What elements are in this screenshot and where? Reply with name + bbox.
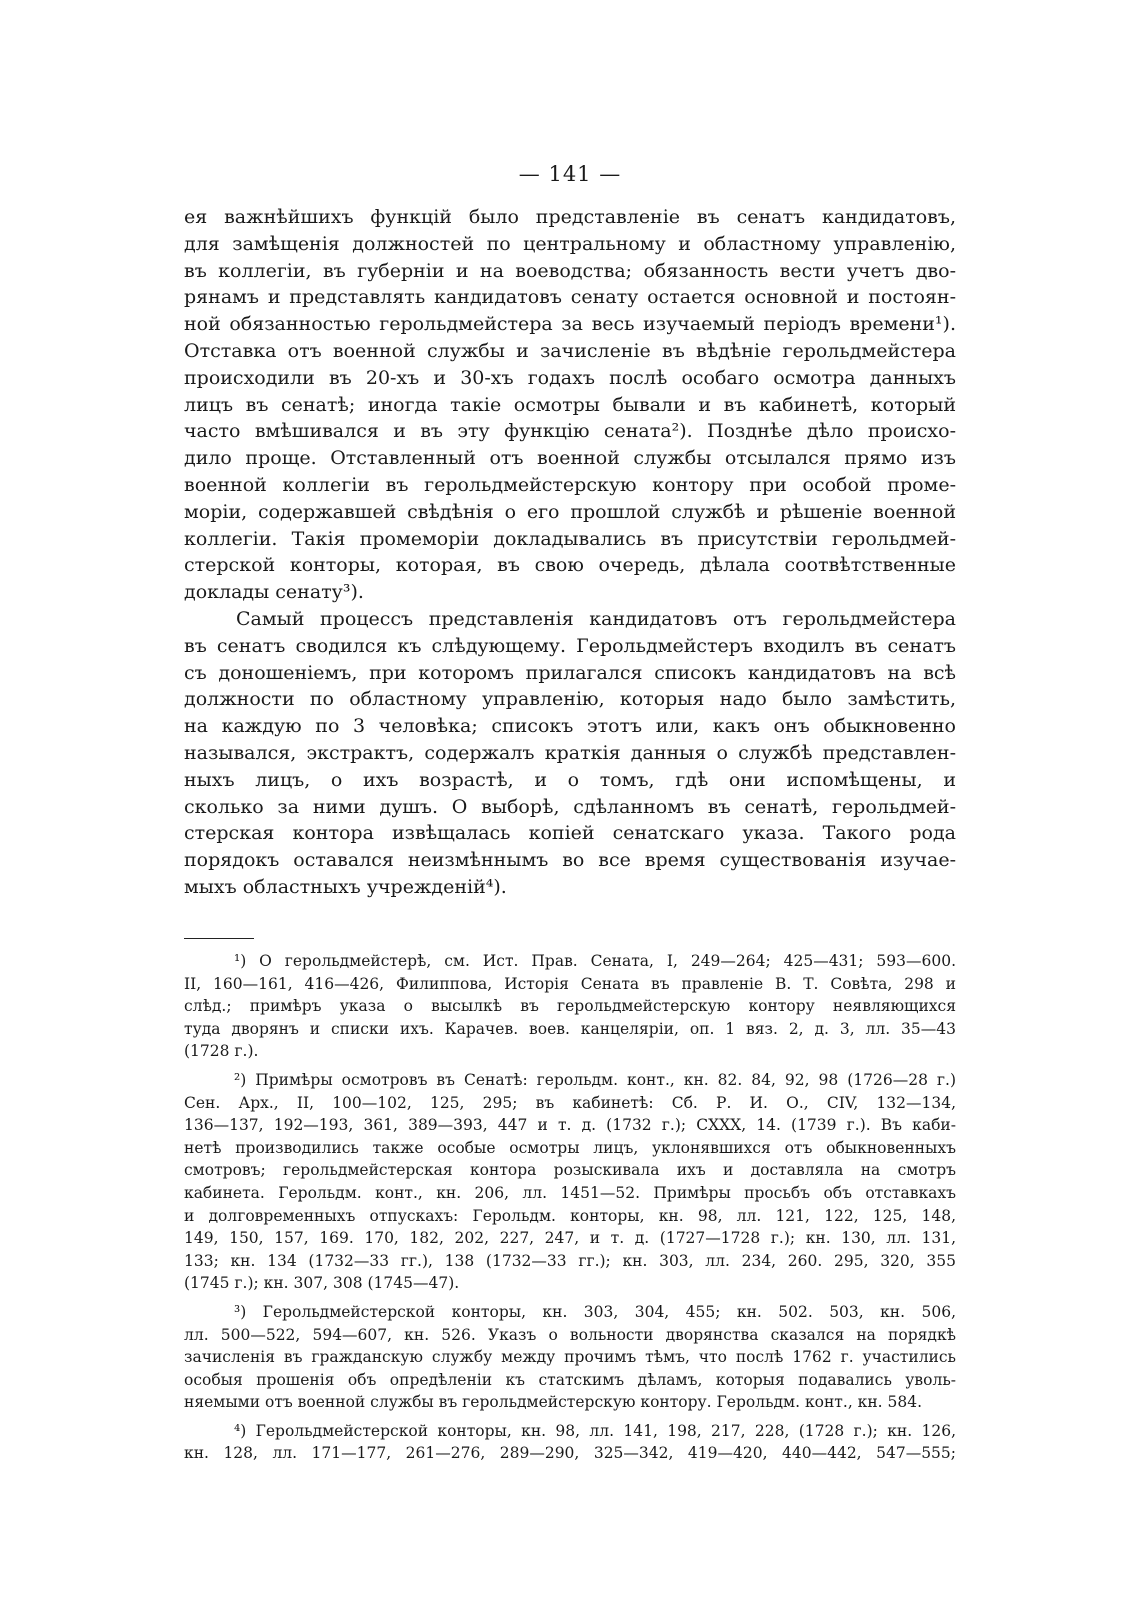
text-line: доклады сенату³). xyxy=(184,581,364,604)
footnote-line: Сен. Арх., II, 100—102, 125, 295; въ кабинетѣ: Сб. Р. И. О., CIV, 132—134, xyxy=(184,1093,956,1112)
text-line: стерская контора извѣщалась копіей сенатскаго указа. Такого рода xyxy=(184,822,956,845)
text-line: моріи, содержавшей свѣдѣнія о его прошлой службѣ и рѣшеніе военной xyxy=(184,500,956,523)
footnote-line: кабинета. Герольдм. конт., кн. 206, лл. 1451—52. Примѣры просьбъ объ отставкахъ xyxy=(184,1183,956,1202)
footnotes xyxy=(184,950,956,1465)
footnote-line: II, 160—161, 416—426, Филиппова, Исторія Сената въ правленіе В. Т. Совѣта, 298 и xyxy=(184,974,956,993)
text-line: дило проще. Отставленный отъ военной службы отсылался прямо изъ xyxy=(184,447,956,470)
footnote-line: слѣд.; примѣръ указа о высылкѣ въ герольдмейстерскую контору неявляющихся xyxy=(184,997,956,1016)
text-line: Отставка отъ военной службы и зачисленіе въ вѣдѣніе герольдмейстера xyxy=(184,339,956,362)
text-line: назывался, экстрактъ, содержалъ краткія данныя о службѣ представлен- xyxy=(184,741,956,764)
footnote-line: нетѣ производились также особые осмотры лицъ, уклонявшихся отъ обыкновенныхъ xyxy=(184,1138,956,1157)
text-line: лицъ въ сенатѣ; иногда такіе осмотры бывали и въ кабинетѣ, который xyxy=(184,393,956,416)
text-line: порядокъ оставался неизмѣннымъ во все время существованія изучае- xyxy=(184,849,956,872)
text-line: должности по областному управленію, которыя надо было замѣстить, xyxy=(184,688,956,711)
footnote-line: 149, 150, 157, 169. 170, 182, 202, 227, 247, и т. д. (1727—1728 г.); кн. 130, лл. 131, xyxy=(184,1229,956,1248)
footnote-line: лл. 500—522, 594—607, кн. 526. Указъ о вольности дворянства сказался на порядкѣ xyxy=(184,1325,956,1344)
footnote-line: кн. 128, лл. 171—177, 261—276, 289—290, 325—342, 419—420, 440—442, 547—555; xyxy=(184,1444,956,1463)
footnote-2 xyxy=(184,1069,956,1295)
footnote-line: ⁴) Герольдмейстерской конторы, кн. 98, лл. 141, 198, 217, 228, (1728 г.); кн. 126, xyxy=(234,1421,956,1440)
text-line: коллегіи. Такія промеморіи докладывались въ присутствіи герольдмей- xyxy=(184,527,956,550)
text-line: часто вмѣшивался и въ эту функцію сената²). Позднѣе дѣло происхо- xyxy=(184,420,956,443)
footnote-line: (1728 г.). xyxy=(184,1042,259,1061)
footnote-4 xyxy=(184,1420,956,1465)
paragraph-1 xyxy=(184,204,956,606)
footnote-line: смотровъ; герольдмейстерская контора розыскивала ихъ и доставляла на смотръ xyxy=(184,1161,956,1180)
text-line: мыхъ областныхъ учрежденій⁴). xyxy=(184,875,507,898)
footnote-line: туда дворянъ и списки ихъ. Карачев. воев. канцеляріи, оп. 1 вяз. 2, д. 3, лл. 35—43 xyxy=(184,1019,956,1038)
footnote-line: зачисленія въ гражданскую службу между прочимъ тѣмъ, что послѣ 1762 г. участились xyxy=(184,1348,956,1367)
text-line: Самый процессъ представленія кандидатовъ отъ герольдмейстера xyxy=(236,607,956,630)
text-line: въ сенатъ сводился къ слѣдующему. Герольдмейстеръ входилъ въ сенатъ xyxy=(184,634,956,657)
footnote-line: няемыми отъ военной службы въ герольдмейстерскую контору. Герольдм. конт., кн. 584. xyxy=(184,1393,923,1412)
footnote-line: и долговременныхъ отпускахъ: Герольдм. конторы, кн. 98, лл. 121, 122, 125, 148, xyxy=(184,1206,956,1225)
main-text xyxy=(184,204,956,901)
paragraph-2 xyxy=(184,606,956,901)
footnote-line: (1745 г.); кн. 307, 308 (1745—47). xyxy=(184,1274,460,1293)
text-line: въ коллегіи, въ губерніи и на воеводства; обязанность вести учетъ дво- xyxy=(184,259,956,282)
footnote-line: особыя прошенія объ опредѣленіи къ статскимъ дѣламъ, которыя подавались уволь- xyxy=(184,1370,956,1389)
footnote-line: 136—137, 192—193, 361, 389—393, 447 и т. д. (1732 г.); CXXX, 14. (1739 г.). Въ каби- xyxy=(184,1116,956,1135)
footnote-1 xyxy=(184,950,956,1063)
footnote-line: ¹) О герольдмейстерѣ, см. Ист. Прав. Сената, I, 249—264; 425—431; 593—600. xyxy=(234,952,956,970)
text-line: сколько за ними душъ. О выборѣ, сдѣланномъ въ сенатѣ, герольдмей- xyxy=(184,795,956,818)
page-number: — 141 — xyxy=(518,162,622,186)
text-line: на каждую по 3 человѣка; списокъ этотъ или, какъ онъ обыкновенно xyxy=(184,715,956,738)
text-line: съ доношеніемъ, при которомъ прилагался списокъ кандидатовъ на всѣ xyxy=(184,661,956,684)
text-line: ной обязанностью герольдмейстера за весь изучаемый періодъ времени¹). xyxy=(184,313,956,336)
text-line: стерской конторы, которая, въ свою очередь, дѣлала соотвѣтственные xyxy=(184,554,956,577)
footnote-line: 133; кн. 134 (1732—33 гг.), 138 (1732—33 гг.); кн. 303, лл. 234, 260. 295, 320, 355 xyxy=(184,1251,956,1270)
text-line: происходили въ 20-хъ и 30-хъ годахъ послѣ особаго осмотра данныхъ xyxy=(184,366,956,389)
footnote-line: ²) Примѣры осмотровъ въ Сенатѣ: герольдм. конт., кн. 82. 84, 92, 98 (1726—28 г.) xyxy=(234,1070,956,1089)
text-line: ея важнѣйшихъ функцій было представленіе въ сенатъ кандидатовъ, xyxy=(184,206,956,228)
text-line: ныхъ лицъ, о ихъ возрастѣ, и о томъ, гдѣ они испомѣщены, и xyxy=(184,768,956,791)
footnote-separator xyxy=(184,938,254,939)
footnote-line: ³) Герольдмейстерской конторы, кн. 303, 304, 455; кн. 502. 503, кн. 506, xyxy=(234,1302,956,1321)
text-line: для замѣщенія должностей по центральному и областному управленію, xyxy=(184,232,956,255)
text-line: военной коллегіи въ герольдмейстерскую контору при особой проме- xyxy=(184,473,956,496)
text-line: рянамъ и представлять кандидатовъ сенату остается основной и постоян- xyxy=(184,286,956,309)
footnote-3 xyxy=(184,1301,956,1414)
